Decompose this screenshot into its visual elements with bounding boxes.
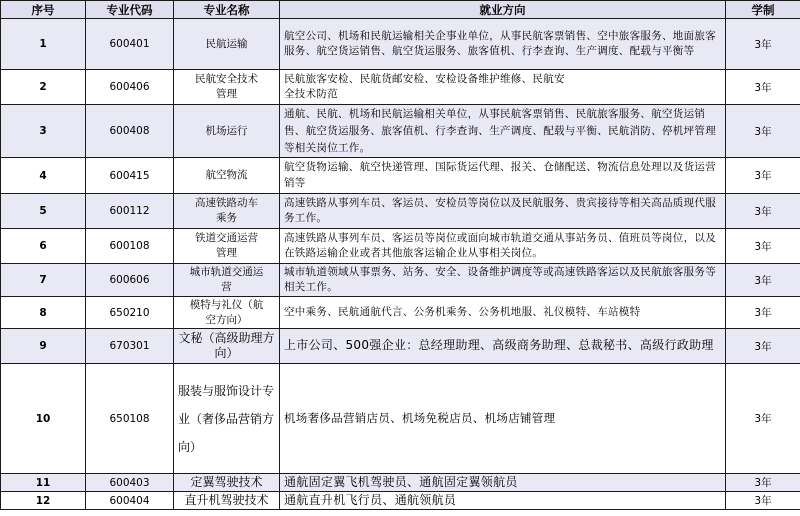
row-number: 12 <box>1 492 86 510</box>
study-years: 3年 <box>726 364 800 474</box>
major-name: 定翼驾驶技术 <box>174 474 280 492</box>
employment-direction: 城市轨道领域从事票务、站务、安全、设备维护调度等或高速铁路客运以及民航旅客服务等相关工作。 <box>280 264 726 297</box>
major-code: 600401 <box>86 19 174 70</box>
major-code: 650210 <box>86 297 174 329</box>
major-name: 民航安全技术管理 <box>174 70 280 105</box>
table-row <box>1 329 800 364</box>
header-years: 学制 <box>726 1 800 19</box>
table-row <box>1 297 800 329</box>
major-code: 600112 <box>86 194 174 229</box>
header-direction: 就业方向 <box>280 1 726 19</box>
study-years: 3年 <box>726 492 800 510</box>
employment-direction: 民航旅客安检、民航货邮安检、安检设备维护维修、民航安全技术防范 <box>280 70 726 105</box>
major-name: 机场运行 <box>174 105 280 158</box>
major-name: 民航运输 <box>174 19 280 70</box>
employment-direction: 航空货物运输、航空快递管理、国际货运代理、报关、仓储配送、物流信息处理以及货运营销等 <box>280 158 726 194</box>
row-number: 11 <box>1 474 86 492</box>
study-years: 3年 <box>726 105 800 158</box>
major-code: 670301 <box>86 329 174 364</box>
employment-direction: 航空公司、机场和民航运输相关企事业单位，从事民航客票销售、空中旅客服务、地面旅客服务、航空货运销售、航空货运服务、旅客值机、行李查询、生产调度、配载与平衡等 <box>280 19 726 70</box>
study-years: 3年 <box>726 229 800 264</box>
major-code: 600406 <box>86 70 174 105</box>
study-years: 3年 <box>726 474 800 492</box>
row-number: 9 <box>1 329 86 364</box>
study-years: 3年 <box>726 264 800 297</box>
major-code: 600404 <box>86 492 174 510</box>
major-code: 600606 <box>86 264 174 297</box>
header-row <box>1 1 800 19</box>
table-row <box>1 194 800 229</box>
table-row <box>1 158 800 194</box>
study-years: 3年 <box>726 194 800 229</box>
major-name: 服装与服饰设计专业（奢侈品营销方向） <box>174 364 280 474</box>
employment-direction: 通航直升机飞行员、通航领航员 <box>280 492 726 510</box>
major-name: 直升机驾驶技术 <box>174 492 280 510</box>
table-row <box>1 264 800 297</box>
table-row <box>1 70 800 105</box>
header-no: 序号 <box>1 1 86 19</box>
row-number: 7 <box>1 264 86 297</box>
row-number: 6 <box>1 229 86 264</box>
study-years: 3年 <box>726 70 800 105</box>
table-row <box>1 474 800 492</box>
header-name: 专业名称 <box>174 1 280 19</box>
major-name: 铁道交通运营管理 <box>174 229 280 264</box>
table-row <box>1 19 800 70</box>
header-code: 专业代码 <box>86 1 174 19</box>
major-name: 高速铁路动车乘务 <box>174 194 280 229</box>
table-row <box>1 492 800 510</box>
study-years: 3年 <box>726 158 800 194</box>
study-years: 3年 <box>726 297 800 329</box>
major-code: 600403 <box>86 474 174 492</box>
major-code: 600408 <box>86 105 174 158</box>
table-row <box>1 105 800 158</box>
employment-direction: 通航、民航、机场和民航运输相关单位，从事民航客票销售、民航旅客服务、航空货运销售、航空货运服务、旅客值机、行李查询、生产调度、配载与平衡、民航消防、停机坪管理等相关岗位工作。 <box>280 105 726 158</box>
major-name: 模特与礼仪（航空方向） <box>174 297 280 329</box>
major-code: 600415 <box>86 158 174 194</box>
study-years: 3年 <box>726 329 800 364</box>
major-name: 文秘（高级助理方向） <box>174 329 280 364</box>
employment-direction: 通航固定翼飞机驾驶员、通航固定翼领航员 <box>280 474 726 492</box>
table-row <box>1 364 800 474</box>
major-code: 650108 <box>86 364 174 474</box>
employment-direction: 空中乘务、民航通航代言、公务机乘务、公务机地服、礼仪模特、车站模特 <box>280 297 726 329</box>
study-years: 3年 <box>726 19 800 70</box>
row-number: 10 <box>1 364 86 474</box>
major-code: 600108 <box>86 229 174 264</box>
major-name: 城市轨道交通运营 <box>174 264 280 297</box>
row-number: 8 <box>1 297 86 329</box>
row-number: 2 <box>1 70 86 105</box>
row-number: 3 <box>1 105 86 158</box>
table-row <box>1 229 800 264</box>
employment-direction: 高速铁路从事列车员、客运员等岗位或面向城市轨道交通从事站务员、值班员等岗位，以及在铁路运输企业或者其他旅客运输企业从事相关岗位。 <box>280 229 726 264</box>
employment-direction: 高速铁路从事列车员、客运员、安检员等岗位以及民航服务、贵宾接待等相关高品质现代服务工作。 <box>280 194 726 229</box>
employment-direction: 机场奢侈品营销店员、机场免税店员、机场店铺管理 <box>280 364 726 474</box>
employment-direction: 上市公司、500强企业：总经理助理、高级商务助理、总裁秘书、高级行政助理 <box>280 329 726 364</box>
major-name: 航空物流 <box>174 158 280 194</box>
row-number: 4 <box>1 158 86 194</box>
row-number: 5 <box>1 194 86 229</box>
row-number: 1 <box>1 19 86 70</box>
